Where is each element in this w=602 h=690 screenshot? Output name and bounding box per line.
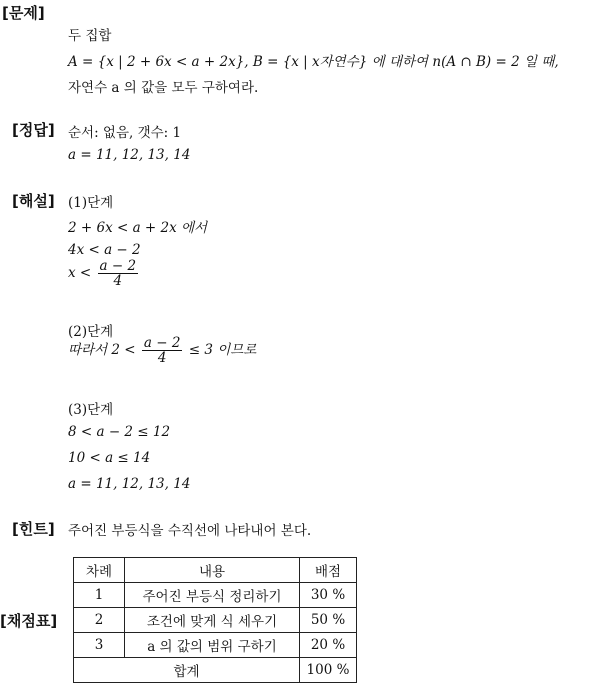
answer-label: [정답] xyxy=(12,121,55,139)
step1-line-1: 2 + 6x < a + 2x 에서 xyxy=(68,220,208,236)
hint-label: [힌트] xyxy=(12,520,55,538)
step1-lhs: x < xyxy=(68,265,92,282)
total-label: 합계 xyxy=(74,658,300,683)
rubric-table xyxy=(73,557,357,683)
table-row xyxy=(74,608,357,633)
step2-lhs: 따라서 2 < xyxy=(68,342,136,359)
row-content: 조건에 맞게 식 세우기 xyxy=(125,608,300,633)
step2-rhs: ≤ 3 이므로 xyxy=(188,342,257,359)
table-header-row xyxy=(74,558,357,583)
problem-line-3: 자연수 a 의 값을 모두 구하여라. xyxy=(68,80,259,96)
row-order: 2 xyxy=(74,608,125,633)
step3-title: (3)단계 xyxy=(68,402,114,418)
solution-label: [해설] xyxy=(12,192,55,210)
row-content: 주어진 부등식 정리하기 xyxy=(125,583,300,608)
fraction-denominator: 4 xyxy=(113,273,123,290)
problem-line-2: A = {x | 2 + 6x < a + 2x}, B = {x | x자연수} 에 대하여 n(A ∩ B) = 2 일 때, xyxy=(68,54,559,70)
header-cell-points: 배점 xyxy=(300,558,357,583)
step2-title: (2)단계 xyxy=(68,324,114,340)
table-total-row xyxy=(74,658,357,683)
header-cell-content: 내용 xyxy=(125,558,300,583)
fraction-numerator: a − 2 xyxy=(143,335,181,351)
step2-line xyxy=(68,336,256,365)
total-value: 100 % xyxy=(300,658,357,683)
row-points: 30 % xyxy=(300,583,357,608)
row-order: 3 xyxy=(74,633,125,658)
step1-title: (1)단계 xyxy=(68,195,114,211)
row-content: a 의 값의 범위 구하기 xyxy=(125,633,300,658)
step3-line-2: 10 < a ≤ 14 xyxy=(68,450,151,466)
problem-line-1: 두 집합 xyxy=(68,28,112,44)
rubric-label: [채점표] xyxy=(0,612,58,630)
table-row xyxy=(74,583,357,608)
fraction-denominator: 4 xyxy=(157,350,167,367)
step3-line-3: a = 11, 12, 13, 14 xyxy=(68,476,191,492)
step1-line-3 xyxy=(68,259,140,288)
hint-text: 주어진 부등식을 수직선에 나타내어 본다. xyxy=(68,523,312,539)
row-order: 1 xyxy=(74,583,125,608)
step2-fraction xyxy=(142,336,183,365)
step1-fraction xyxy=(98,259,139,288)
answer-line-2: a = 11, 12, 13, 14 xyxy=(68,147,191,163)
answer-line-1: 순서: 없음, 갯수: 1 xyxy=(68,125,182,141)
header-cell-order: 차례 xyxy=(74,558,125,583)
table-row xyxy=(74,633,357,658)
row-points: 20 % xyxy=(300,633,357,658)
row-points: 50 % xyxy=(300,608,357,633)
fraction-numerator: a − 2 xyxy=(99,258,137,274)
step3-line-1: 8 < a − 2 ≤ 12 xyxy=(68,424,171,440)
step1-line-2: 4x < a − 2 xyxy=(68,242,141,258)
problem-label: [문제] xyxy=(2,4,45,22)
